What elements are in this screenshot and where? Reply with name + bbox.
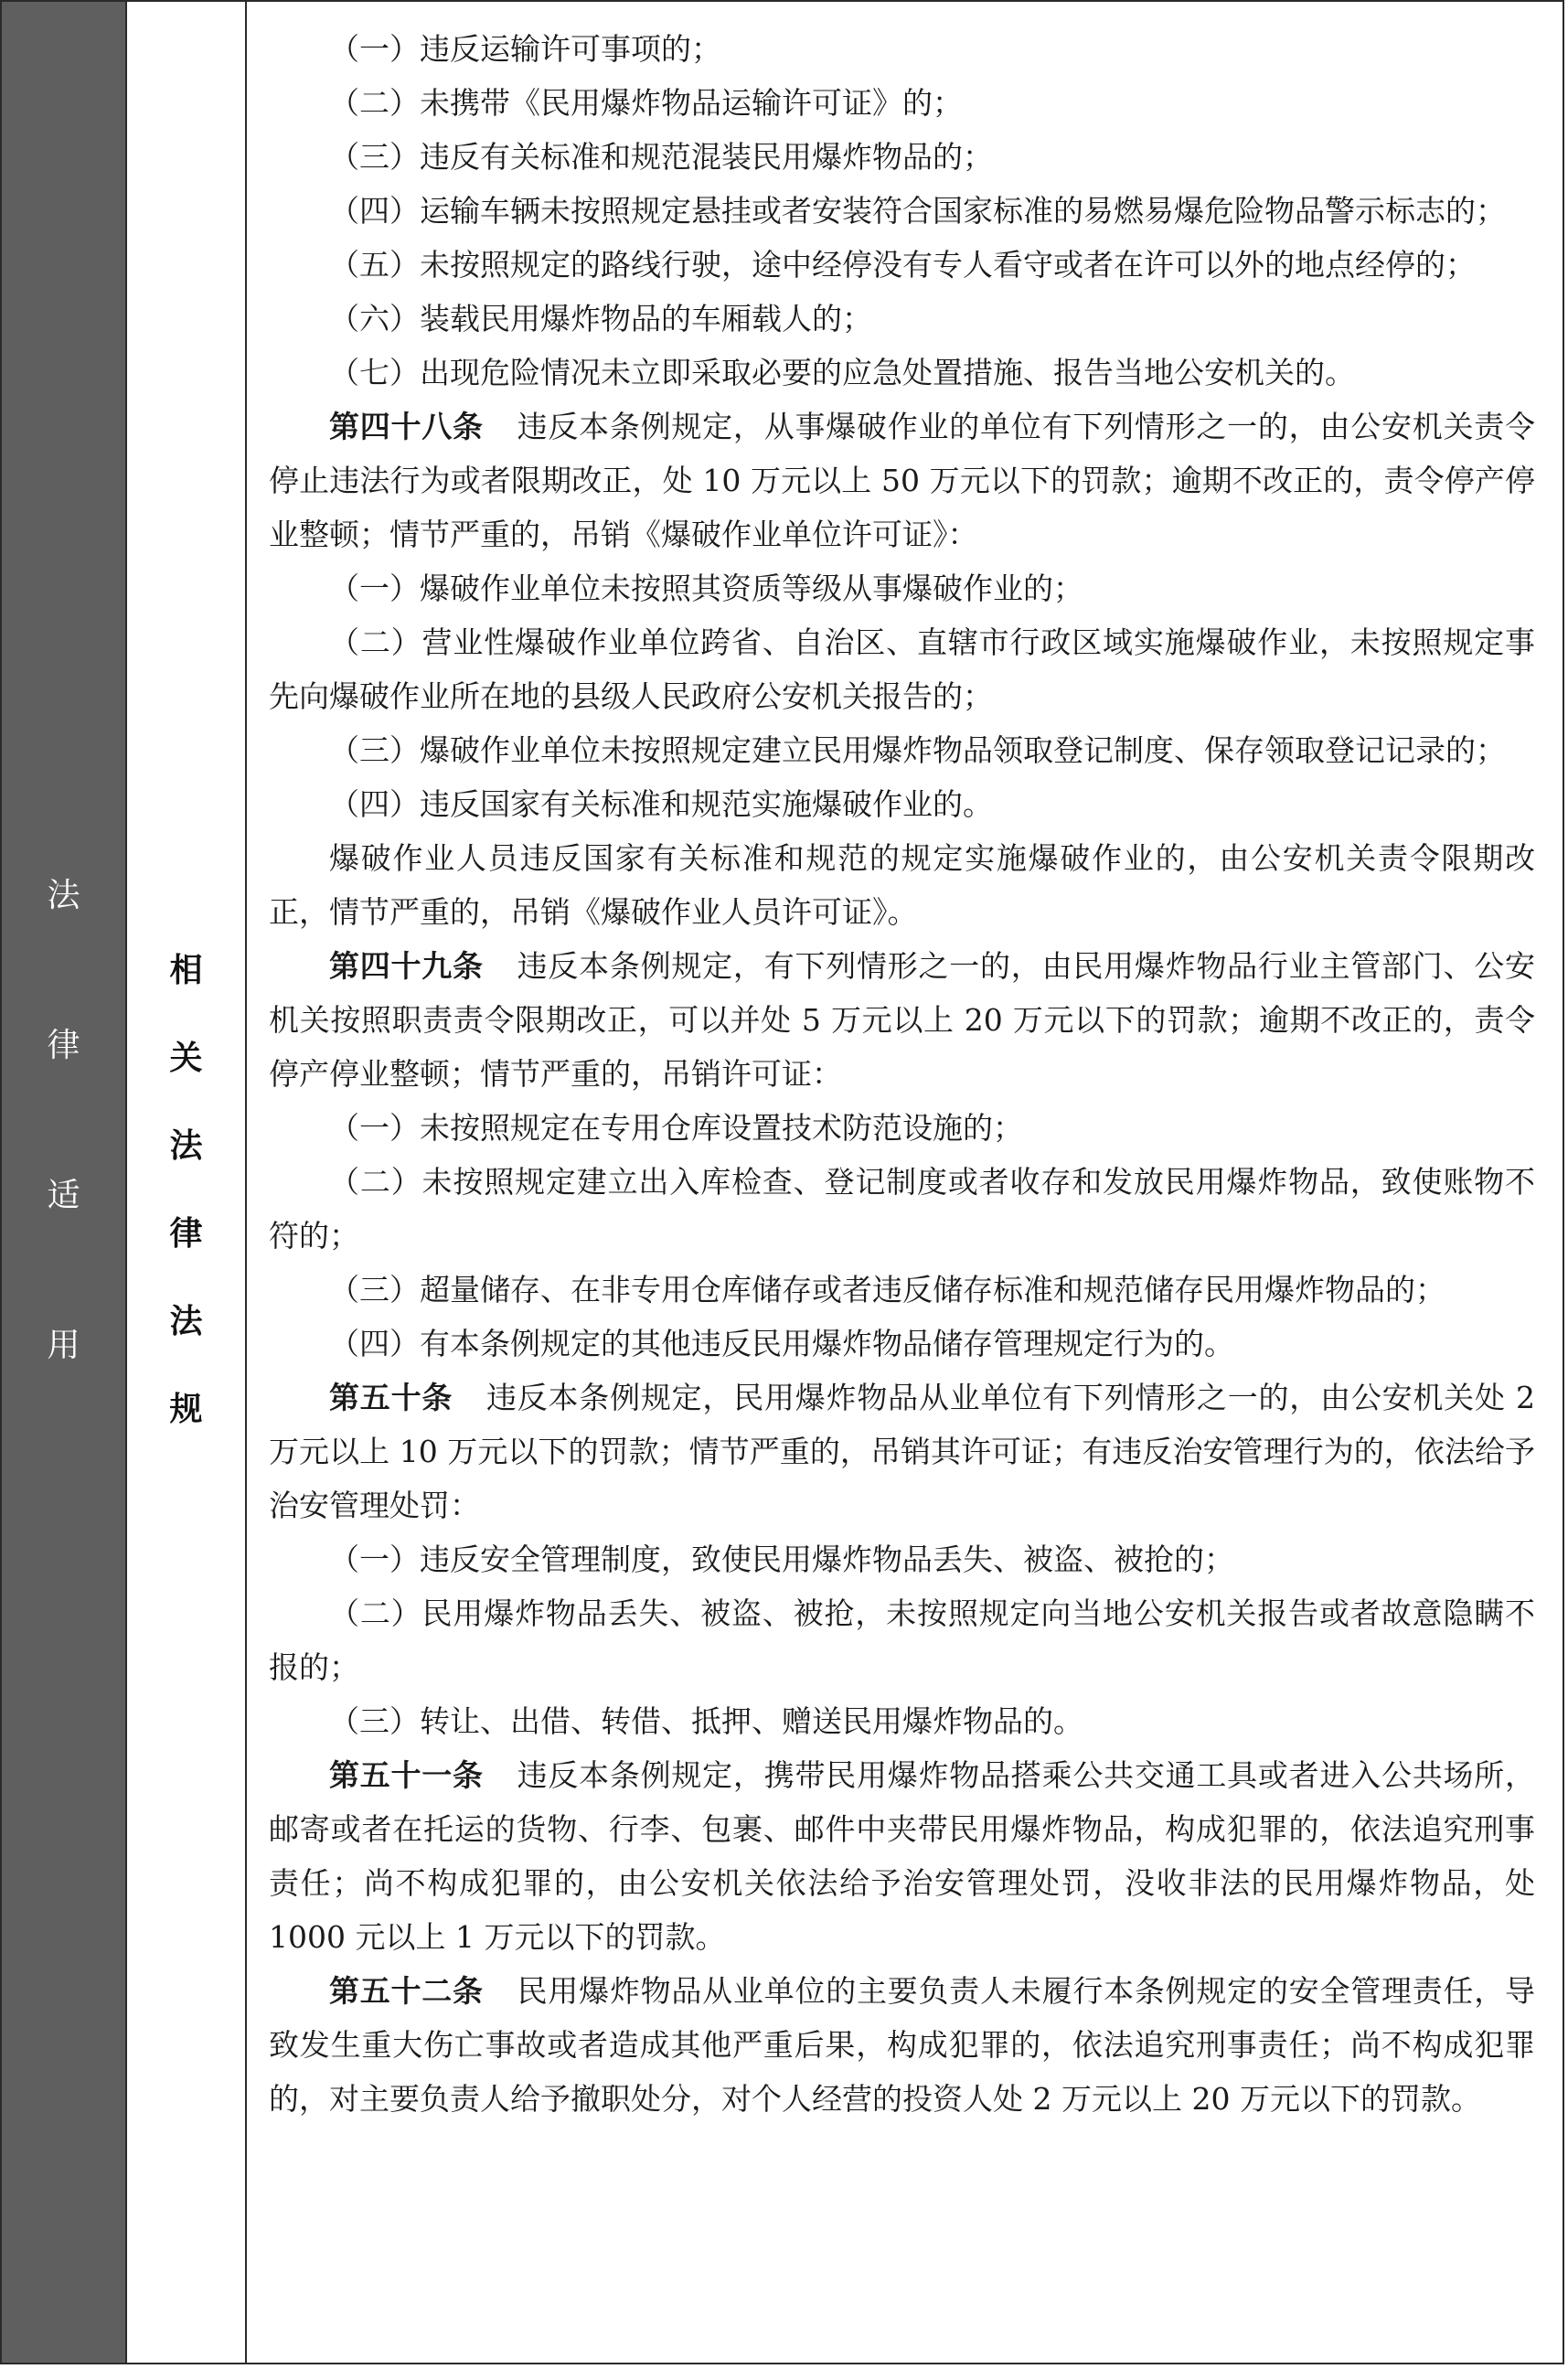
clause-text: （四）有本条例规定的其他违反民用爆炸物品储存管理规定行为的。 [329,1326,1234,1361]
clause-text: （六）装载民用爆炸物品的车厢载人的； [329,301,872,336]
clause-item [269,1317,1535,1371]
article-heading: 第四十九条 [329,948,484,984]
clause-item [269,76,1535,130]
article-heading: 第五十条 [329,1380,453,1415]
clause-text: （四）违反国家有关标准和规范实施爆破作业的。 [329,786,993,822]
clause-text: （一）未按照规定在专用仓库设置技术防范设施的； [329,1110,1023,1146]
clause-text: （二）营业性爆破作业单位跨省、自治区、直辖市行政区域实施爆破作业，未按照规定事先向爆破作业所在地的县级人民政府公安机关报告的； [269,624,1535,714]
article-49 [269,939,1535,1101]
subcategory-label [127,952,245,1481]
clause-text: （二）未按照规定建立出入库检查、登记制度或者收存和发放民用爆炸物品，致使账物不符的； [269,1164,1535,1254]
clause-item [269,292,1535,346]
article-48 [269,400,1535,561]
clause-item [269,561,1535,615]
clause-text: （二）民用爆炸物品丢失、被盗、被抢，未按照规定向当地公安机关报告或者故意隐瞒不报的； [269,1595,1535,1685]
content-column [247,2,1563,2363]
clause-text: （一）违反安全管理制度，致使民用爆炸物品丢失、被盗、被抢的； [329,1542,1234,1577]
clause-item [269,1101,1535,1155]
clause-text: （一）爆破作业单位未按照其资质等级从事爆破作业的； [329,571,1083,606]
subcategory-char: 关 [169,1040,203,1077]
article-50 [269,1371,1535,1532]
clause-item [269,831,1535,939]
article-text: 违反本条例规定，携带民用爆炸物品搭乘公共交通工具或者进入公共场所，邮寄或者在托运的货物、行李、包裹、邮件中夹带民用爆炸物品，构成犯罪的，依法追究刑事责任；尚不构成犯罪的，由公安机关依法给予治安管理处罚，没收非法的民用爆炸物品，处 1000 元以上 1 万元以下的罚款。 [269,1757,1536,1955]
clause-item [269,777,1535,831]
article-heading: 第五十二条 [329,1973,484,2009]
clause-item [269,1263,1535,1317]
clause-item [269,22,1535,76]
article-heading: 第四十八条 [329,409,484,444]
subcategory-char: 法 [169,1303,203,1340]
category-char: 法 [47,877,80,914]
article-52 [269,1964,1535,2126]
clause-text: （七）出现危险情况未立即采取必要的应急处置措施、报告当地公安机关的。 [329,355,1355,390]
article-text: 违反本条例规定，民用爆炸物品从业单位有下列情形之一的，由公安机关处 2 万元以上 10 万元以下的罚款；情节严重的，吊销其许可证；有违反治安管理行为的，依法给予治安管理处罚： [269,1380,1535,1523]
subcategory-char: 相 [169,952,203,989]
clause-item [269,238,1535,292]
subcategory-column [127,2,247,2363]
article-heading: 第五十一条 [329,1757,484,1793]
article-text: 违反本条例规定，有下列情形之一的，由民用爆炸物品行业主管部门、公安机关按照职责责令限期改正，可以并处 5 万元以上 20 万元以下的罚款；逾期不改正的，责令停产停业整顿；情节严重的，吊销许可证： [269,948,1536,1092]
clause-item [269,1694,1535,1748]
article-text: 民用爆炸物品从业单位的主要负责人未履行本条例规定的安全管理责任，导致发生重大伤亡事故或者造成其他严重后果，构成犯罪的，依法追究刑事责任；尚不构成犯罪的，对主要负责人给予撤职处分，对个人经营的投资人处 2 万元以上 20 万元以下的罚款。 [269,1973,1536,2117]
clause-text: （五）未按照规定的路线行驶，途中经停没有专人看守或者在许可以外的地点经停的； [329,247,1476,283]
clause-item [269,1586,1535,1694]
subcategory-char: 律 [169,1215,203,1253]
clause-text: （二）未携带《民用爆炸物品运输许可证》的； [329,85,963,121]
category-char: 用 [47,1327,80,1364]
clause-item [269,130,1535,184]
clause-item [269,615,1535,723]
article-51 [269,1748,1535,1964]
clause-text: （四）运输车辆未按照规定悬挂或者安装符合国家标准的易燃易爆危险物品警示标志的； [329,193,1506,229]
subcategory-char: 法 [169,1127,203,1165]
clause-text: 爆破作业人员违反国家有关标准和规范的规定实施爆破作业的，由公安机关责令限期改正，情节严重的，吊销《爆破作业人员许可证》。 [269,840,1535,930]
clause-text: （三）超量储存、在非专用仓库储存或者违反储存标准和规范储存民用爆炸物品的； [329,1272,1445,1307]
category-char: 适 [47,1177,80,1214]
article-text: 违反本条例规定，从事爆破作业的单位有下列情形之一的，由公安机关责令停止违法行为或者限期改正，处 10 万元以上 50 万元以下的罚款；逾期不改正的，责令停产停业整顿；情节严重的，吊销《爆破作业单位许可证》： [269,409,1536,552]
category-char: 律 [47,1027,80,1064]
clause-item [269,723,1535,777]
clause-text: （三）转让、出借、转借、抵押、赠送民用爆炸物品的。 [329,1703,1083,1739]
clause-item [269,1532,1535,1586]
subcategory-char: 规 [169,1391,203,1428]
clause-item [269,184,1535,238]
clause-text: （一）违反运输许可事项的； [329,31,721,67]
category-label [2,877,125,1479]
clause-item [269,1155,1535,1263]
category-column [2,2,127,2363]
clause-item [269,346,1535,400]
clause-text: （三）违反有关标准和规范混装民用爆炸物品的； [329,139,993,175]
clause-text: （三）爆破作业单位未按照规定建立民用爆炸物品领取登记制度、保存领取登记记录的； [329,732,1506,768]
